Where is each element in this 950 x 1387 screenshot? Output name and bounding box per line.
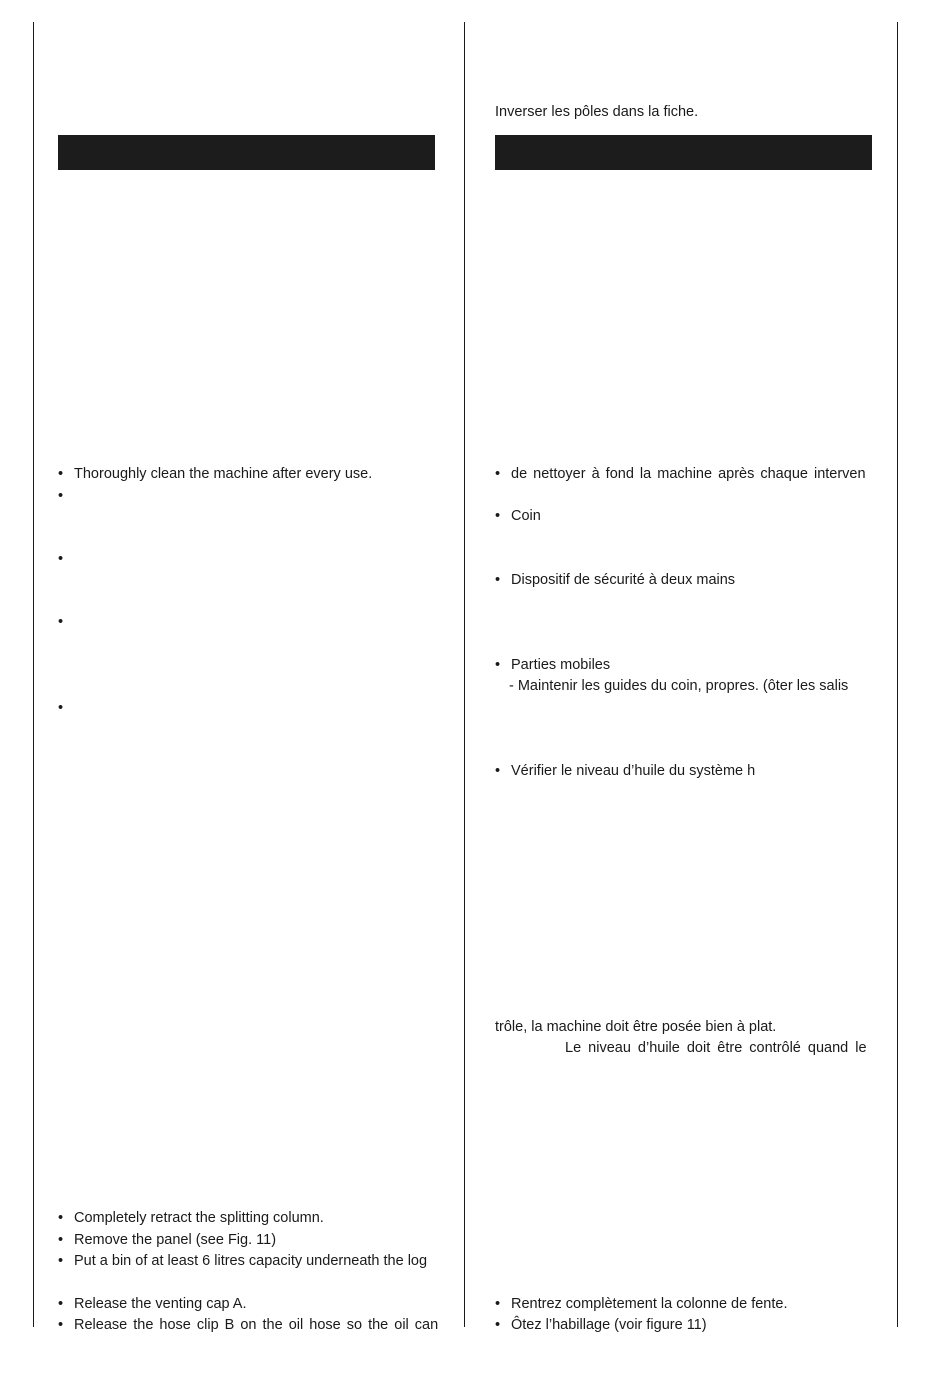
list-item-text: Release the hose clip B on the oil hose so the oil can	[74, 1317, 439, 1333]
list-item	[58, 1209, 324, 1227]
french-top-text: Inverser les pôles dans la fiche.	[495, 104, 699, 120]
bullet: •	[495, 657, 501, 673]
list-item-text: Put a bin of at least 6 litres capacity underneath the log	[74, 1253, 428, 1269]
list-item	[58, 699, 74, 717]
right-column-rule	[897, 22, 898, 1327]
english-heading-bar	[58, 135, 435, 170]
bullet: •	[495, 1296, 501, 1312]
list-item	[495, 507, 541, 525]
bullet: •	[58, 1253, 64, 1269]
list-item-text: Parties mobiles	[511, 657, 611, 673]
list-item	[495, 1295, 787, 1313]
bullet: •	[495, 572, 501, 588]
bullet: •	[58, 488, 64, 504]
bullet: •	[58, 466, 64, 482]
list-item-text: Completely retract the splitting column.	[74, 1210, 324, 1226]
list-item	[58, 1231, 276, 1249]
list-item	[58, 1295, 247, 1313]
bullet: •	[495, 763, 501, 779]
french-paragraph-line: trôle, la machine doit être posée bien à plat.	[495, 1019, 777, 1035]
list-item	[58, 613, 74, 631]
bullet: •	[495, 508, 501, 524]
list-item-text: Release the venting cap A.	[74, 1296, 247, 1312]
bullet: •	[58, 1210, 64, 1226]
sub-item-text: - Maintenir les guides du coin, propres. (ôter les salis	[509, 678, 849, 694]
list-item-text: Thoroughly clean the machine after every use.	[74, 466, 373, 482]
list-item	[58, 1252, 427, 1270]
list-item	[58, 1316, 438, 1334]
list-item-text: Remove the panel (see Fig. 11)	[74, 1232, 277, 1248]
bullet: •	[58, 700, 64, 716]
french-paragraph-line: Le niveau d’huile doit être contrôlé quand le	[565, 1040, 867, 1056]
bullet: •	[58, 1317, 64, 1333]
bullet: •	[495, 466, 501, 482]
bullet: •	[495, 1317, 501, 1333]
list-item	[495, 465, 866, 483]
left-column-rule	[33, 22, 34, 1327]
list-item	[58, 487, 74, 505]
list-item	[495, 571, 735, 589]
list-item-text: Vérifier le niveau d’huile du système h	[511, 763, 756, 779]
list-item	[58, 465, 372, 483]
list-item-text: Rentrez complètement la colonne de fente.	[511, 1296, 788, 1312]
list-item-text: de nettoyer à fond la machine après chaque interven	[511, 466, 866, 482]
list-item	[495, 762, 755, 780]
list-item	[495, 656, 610, 674]
bullet: •	[58, 1232, 64, 1248]
bullet: •	[58, 1296, 64, 1312]
center-column-rule	[464, 22, 465, 1327]
list-item-text: Ôtez l’habillage (voir figure 11)	[511, 1317, 707, 1333]
list-item-text: Coin	[511, 508, 541, 524]
bullet: •	[58, 551, 64, 567]
list-item	[495, 1316, 707, 1334]
bullet: •	[58, 614, 64, 630]
french-heading-bar	[495, 135, 872, 170]
list-item	[58, 550, 74, 568]
list-item-text: Dispositif de sécurité à deux mains	[511, 572, 736, 588]
